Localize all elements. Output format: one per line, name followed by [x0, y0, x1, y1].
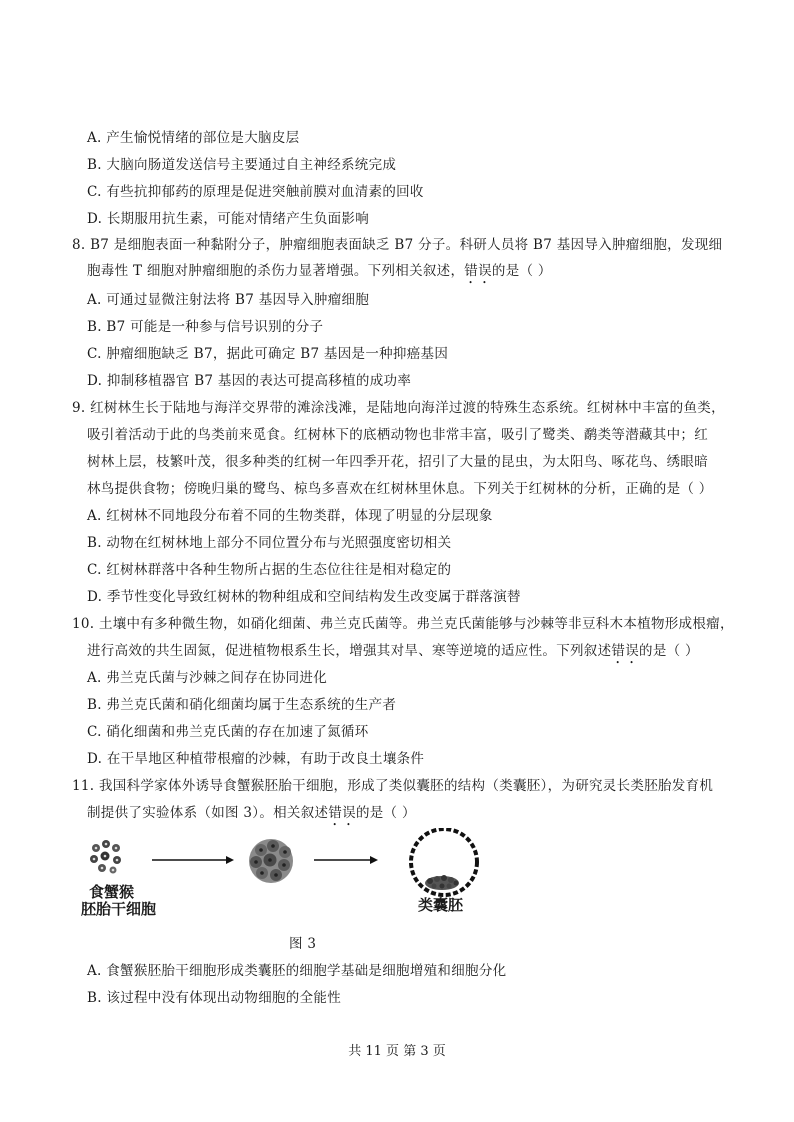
arrow-right-icon [314, 856, 378, 864]
q10-emphasis-wrong: 错误 [611, 643, 640, 659]
figure-label-blastoid: 类囊胚 [418, 896, 464, 914]
q8-stem-blank: 的是（ ） [491, 263, 552, 279]
q8-option-a: A. 可通过显微注射法将 B7 基因导入肿瘤细胞 [87, 292, 370, 308]
q9-stem-line2: 吸引着活动于此的鸟类前来觅食。红树林下的底栖动物也非常丰富，吸引了鹭类、鹬类等潜藏其中；红 [87, 427, 708, 443]
q8-stem-line2 [87, 262, 552, 287]
q8-emphasis-wrong: 错误 [464, 263, 492, 279]
figure-3-diagram [80, 828, 500, 902]
q11-stem-blank: 的是（ ） [355, 805, 416, 821]
q11-emphasis-wrong: 错误 [328, 805, 356, 821]
q9-option-d: D. 季节性变化导致红树林的物种组成和空间结构发生改变属于群落演替 [87, 589, 521, 605]
q9-option-c: C. 红树林群落中各种生物所占据的生态位往往是相对稳定的 [87, 562, 452, 578]
cell-aggregate-icon [249, 839, 293, 883]
q10-stem-line1: 10. 土壤中有多种微生物，如硝化细菌、弗兰克氏菌等。弗兰克氏菌能够与沙棘等非豆科木本植物形成根瘤， [72, 616, 734, 632]
q11-stem-text: 制提供了实验体系（如图 3）。相关叙述 [87, 805, 329, 821]
q8-option-b: B. B7 可能是一种参与信号识别的分子 [87, 319, 324, 335]
q11-stem-line1: 11. 我国科学家体外诱导食蟹猴胚胎干细胞，形成了类似囊胚的结构（类囊胚），为研究灵长类胚胎发育机 [72, 778, 714, 794]
q10-option-a: A. 弗兰克氏菌与沙棘之间存在协同进化 [87, 670, 328, 686]
q10-stem-text: 进行高效的共生固氮，促进植物根系生长，增强其对旱、寒等逆境的适应性。下列叙述 [87, 643, 612, 659]
q7-option-d: D. 长期服用抗生素，可能对情绪产生负面影响 [87, 211, 370, 227]
arrow-right-icon [152, 856, 234, 864]
q7-option-c: C. 有些抗抑郁药的原理是促进突触前膜对血清素的回收 [87, 184, 424, 200]
q9-stem-line4: 林鸟提供食物；傍晚归巢的鹭鸟、椋鸟多喜欢在红树林里休息。下列关于红树林的分析，正确的是（ ） [87, 481, 713, 497]
q10-option-b: B. 弗兰克氏菌和硝化细菌均属于生态系统的生产者 [87, 697, 397, 713]
q9-option-a: A. 红树林不同地段分布着不同的生物类群，体现了明显的分层现象 [87, 508, 493, 524]
blastoid-icon [411, 829, 477, 895]
q11-stem-line2 [87, 804, 416, 829]
q10-option-d: D. 在干旱地区种植带根瘤的沙棘，有助于改良土壤条件 [87, 751, 425, 767]
q8-option-c: C. 肿瘤细胞缺乏 B7，据此可确定 B7 基因是一种抑癌基因 [87, 346, 449, 362]
figure-label-es-cells: 胚胎干细胞 [81, 900, 157, 918]
figure-caption: 图 3 [289, 936, 317, 952]
q8-option-d: D. 抑制移植器官 B7 基因的表达可提高移植的成功率 [87, 373, 412, 389]
stem-cell-cluster-icon [90, 840, 121, 874]
q8-stem-line1: 8. B7 是细胞表面一种黏附分子，肿瘤细胞表面缺乏 B7 分子。科研人员将 B7 基因导入肿瘤细胞，发现细 [72, 237, 723, 253]
q10-stem-blank: 的是（ ） [639, 643, 699, 659]
q9-stem-line3: 树林上层，枝繁叶茂，很多种类的红树一年四季开花，招引了大量的昆虫，为太阳鸟、啄花鸟、绣眼暗 [87, 454, 708, 470]
q11-option-b: B. 该过程中没有体现出动物细胞的全能性 [87, 990, 342, 1006]
q9-option-b: B. 动物在红树林地上部分不同位置分布与光照强度密切相关 [87, 535, 452, 551]
page-footer: 共 11 页 第 3 页 [348, 1044, 446, 1059]
q8-stem-text: 胞毒性 T 细胞对肿瘤细胞的杀伤力显著增强。下列相关叙述， [87, 263, 465, 279]
q10-stem-line2 [87, 642, 699, 667]
q9-stem-line1: 9. 红树林生长于陆地与海洋交界带的滩涂浅滩，是陆地向海洋过渡的特殊生态系统。红树林中丰富的鱼类， [72, 400, 725, 416]
q7-option-b: B. 大脑向肠道发送信号主要通过自主神经系统完成 [87, 157, 397, 173]
q7-option-a: A. 产生愉悦情绪的部位是大脑皮层 [87, 130, 300, 146]
q11-option-a: A. 食蟹猴胚胎干细胞形成类囊胚的细胞学基础是细胞增殖和细胞分化 [87, 963, 507, 979]
figure-label-macaque: 食蟹猴 [89, 883, 135, 901]
q10-option-c: C. 硝化细菌和弗兰克氏菌的存在加速了氮循环 [87, 724, 369, 740]
